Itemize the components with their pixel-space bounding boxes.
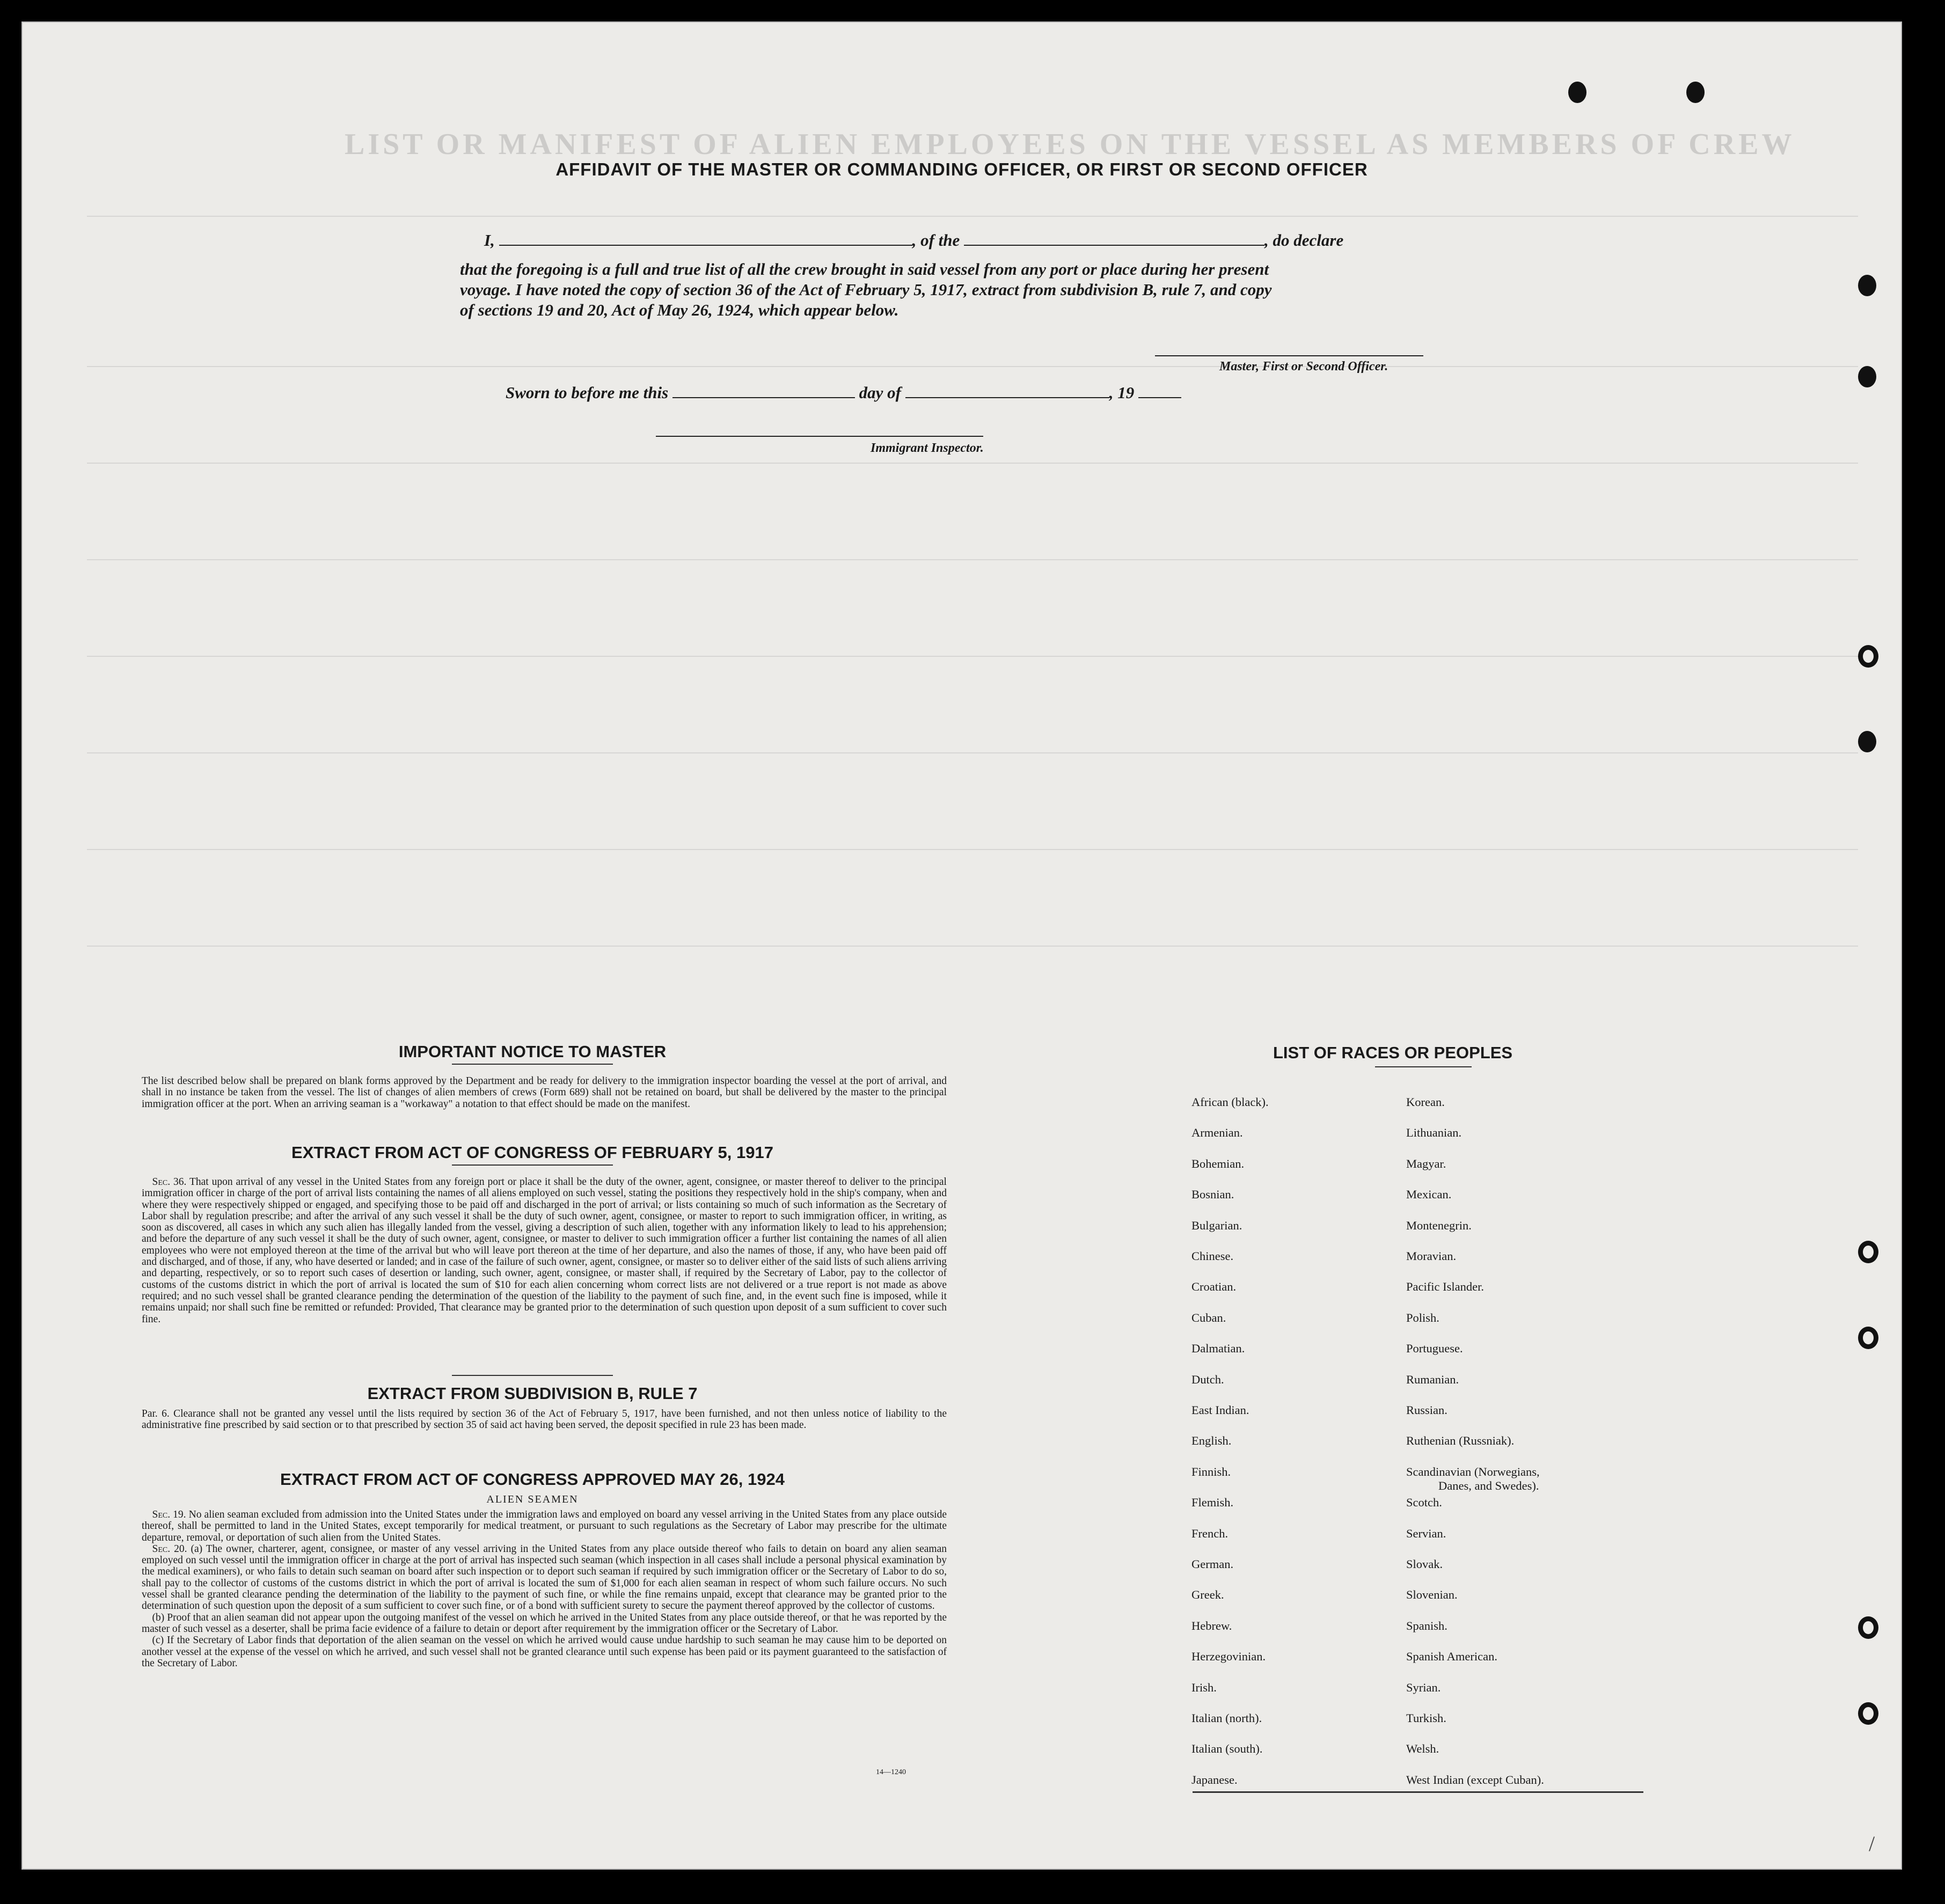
race-item: Ruthenian (Russniak). bbox=[1406, 1434, 1515, 1448]
race-item: English. bbox=[1191, 1434, 1232, 1448]
sec-36-text: That upon arrival of any vessel in the United States from any foreign port or place it shall be the duty of the owner, agent, consignee, or master thereof to deliver to the principal immigration officer in charge of the port of arrival lists containing the names of all aliens employed on such vessel, stating the positions they respectively hold in the ship's company, when and where they were respectively shipped or engaged, and specifying those to be paid off and discharged in the port of arrival; or lists containing so much of such information as the Secretary of Labor shall by regulation prescribe; and after the arrival of any such vessel it shall be the duty of such owner, agent, consignee, or master to report to such immigration officer, in writing, as soon as discovered, all cases in which any such alien has illegally landed from the vessel, giving a description of such alien, together with any information likely to lead to his apprehension; and before the departure of any such vessel it shall be the duty of such owner, agent, consignee, or master to deliver to such immigration officer a further list containing the names of all alien employees who were not employed thereon at the time of the arrival but who will leave port thereon at the time of her departure, and also the names of those, if any, who have been paid off and discharged, and of those, if any, who have deserted or landed; and in case of the failure of such owner, agent, consignee, or master so to deliver either of the said lists of such aliens arriving and departing, respectively, or so to report such cases of desertion or landing, such owner, agent, consignee, or master shall, if required by the Secretary of Labor, pay to the collector of customs of the customs district in which the port of arrival is located the sum of $10 for each alien concerning whom correct lists are not delivered or a true report is not made as above required; and no such vessel shall be granted clearance pending the determination of the question of the liability to the payment of such fine, and, in the event such fine is imposed, while it remains unpaid; nor shall such fine be remitted or refunded: Provided, That clearance may be granted prior to the determination of such question upon deposit of a sum sufficient to cover such fine. bbox=[142, 1176, 947, 1325]
inspector-signature-line[interactable] bbox=[656, 436, 983, 437]
divider bbox=[1375, 1066, 1472, 1067]
bleed-line bbox=[87, 946, 1858, 947]
sec-20b bbox=[142, 1612, 947, 1635]
affidavit-line-3: voyage. I have noted the copy of section 36 of the Act of February 5, 1917, extract from subdivision B, rule 7, and copy bbox=[460, 280, 1272, 299]
race-item: East Indian. bbox=[1191, 1403, 1249, 1417]
notice-body: The list described below shall be prepared on blank forms approved by the Department and be ready for delivery to the immigration inspector boarding the vessel at the port of arrival, and shall in no instance be taken from the vessel. The list of changes of alien members of crews (Form 689) shall not be retained on board, but shall be delivered by the master to the principal immigration officer at the port. When an arriving seaman is a "workaway" a notation to that effect should be made on the manifest. bbox=[142, 1075, 947, 1110]
bottom-rule bbox=[1193, 1791, 1643, 1793]
sec-19-label: Sec. 19. bbox=[152, 1509, 186, 1520]
punch-hole bbox=[1858, 1327, 1878, 1349]
affidavit-title: AFFIDAVIT OF THE MASTER OR COMMANDING OFFICER, OR FIRST OR SECOND OFFICER bbox=[555, 159, 1368, 179]
race-item: Korean. bbox=[1406, 1095, 1445, 1109]
divider bbox=[452, 1375, 613, 1376]
race-item: Finnish. bbox=[1191, 1464, 1231, 1478]
race-item: Bosnian. bbox=[1191, 1188, 1234, 1202]
race-item: Portuguese. bbox=[1406, 1342, 1463, 1356]
affidavit-line-1 bbox=[484, 231, 1343, 250]
race-item: Dutch. bbox=[1191, 1372, 1224, 1386]
sec-19-text: No alien seaman excluded from admission into the United States under the immigration laws and employed on board any vessel arriving in the United States from any place outside thereof, shall be permitted to land in the United States, except temporarily for medical treatment, or pursuant to such regulations as the Secretary of Labor may prescribe for the ultimate departure, removal, or deportation of such alien from the United States. bbox=[142, 1509, 947, 1543]
punch-hole bbox=[1686, 82, 1705, 103]
master-signature-line[interactable] bbox=[1155, 355, 1423, 356]
race-item: Polish. bbox=[1406, 1310, 1439, 1324]
divider bbox=[452, 1064, 613, 1065]
race-item: Rumanian. bbox=[1406, 1372, 1459, 1386]
punch-hole bbox=[1858, 1616, 1878, 1639]
race-item: Scandinavian (Norwegians, bbox=[1406, 1464, 1540, 1478]
race-item: German. bbox=[1191, 1557, 1234, 1571]
race-item: Bulgarian. bbox=[1191, 1218, 1242, 1232]
race-item: Hebrew. bbox=[1191, 1619, 1232, 1632]
bleed-line bbox=[87, 216, 1858, 217]
race-item: Servian. bbox=[1406, 1526, 1446, 1540]
race-item: Chinese. bbox=[1191, 1249, 1234, 1263]
sworn-day-blank[interactable] bbox=[672, 383, 855, 398]
master-signature-label: Master, First or Second Officer. bbox=[1219, 360, 1388, 374]
races-title: LIST OF RACES OR PEOPLES bbox=[1273, 1043, 1513, 1062]
race-item: Slovenian. bbox=[1406, 1588, 1458, 1602]
sworn-prefix: Sworn to before me this bbox=[506, 383, 669, 402]
race-item: Mexican. bbox=[1406, 1188, 1452, 1202]
punch-hole bbox=[1858, 645, 1878, 668]
sec-20a-text: (a) The owner, charterer, agent, consignee, or master of any vessel arriving in the United States from any place outside thereof who fails to detain on board any alien seaman employed on such vessel until the immigration officer in charge at the port of arrival has inspected such seaman (which inspection in all cases shall include a personal physical examination by the medical examiners), or who fails to detain such seaman on board after such inspection or to deport such seaman if required by such immigration officer or the Secretary of Labor to do so, shall pay to the collector of customs of the customs district in which the port of arrival is located the sum of $1,000 for each alien seaman in respect of whom such failure occurs. No such vessel shall be granted clearance pending the determination of the liability to the payment of such fine, or while the fine remains unpaid, except that clearance may be granted prior to the determination of such question upon the deposit of a sum sufficient to cover such fine, or of a bond with sufficient surety to secure the payment thereof approved by the collector of customs. bbox=[142, 1543, 947, 1612]
sec-20b-text: (b) Proof that an alien seaman did not appear upon the outgoing manifest of the vessel on which he arrived in the United States from any place outside thereof, or that he was reported by the master of such vessel as a deserter, shall be prima facie evidence of a failure to detain or deport after requirement by the immigration officer or the Secretary of Labor. bbox=[142, 1612, 947, 1635]
affidavit-of-the: , of the bbox=[912, 231, 960, 250]
race-item: Herzegovinian. bbox=[1191, 1650, 1266, 1664]
affidavit-line-4: of sections 19 and 20, Act of May 26, 1924, which appear below. bbox=[460, 301, 899, 319]
race-item: Moravian. bbox=[1406, 1249, 1457, 1263]
affidavit-declare: , do declare bbox=[1264, 231, 1344, 250]
race-item: Dalmatian. bbox=[1191, 1342, 1245, 1356]
race-item: Japanese. bbox=[1191, 1773, 1238, 1786]
punch-hole bbox=[1858, 731, 1876, 752]
race-item: Montenegrin. bbox=[1406, 1218, 1472, 1232]
form-number: 14—1240 bbox=[876, 1768, 906, 1776]
race-item: Turkish. bbox=[1406, 1711, 1446, 1725]
race-item: Lithuanian. bbox=[1406, 1126, 1462, 1140]
sec-20c bbox=[142, 1635, 947, 1669]
sworn-year-blank[interactable] bbox=[1138, 383, 1181, 398]
bleed-line bbox=[87, 656, 1858, 657]
race-item: African (black). bbox=[1191, 1095, 1269, 1109]
sworn-year: , 19 bbox=[1109, 383, 1135, 402]
manifest-page bbox=[21, 21, 1902, 1870]
race-item: Syrian. bbox=[1406, 1680, 1441, 1694]
race-item: Spanish. bbox=[1406, 1619, 1447, 1632]
bleed-line bbox=[87, 463, 1858, 464]
inspector-label: Immigrant Inspector. bbox=[871, 441, 984, 455]
race-item: Danes, and Swedes). bbox=[1438, 1478, 1539, 1492]
race-item: Slovak. bbox=[1406, 1557, 1443, 1571]
divider bbox=[452, 1165, 613, 1166]
extract-rule7-title: EXTRACT FROM SUBDIVISION B, RULE 7 bbox=[367, 1384, 698, 1403]
sworn-month-blank[interactable] bbox=[905, 383, 1109, 398]
race-item: West Indian (except Cuban). bbox=[1406, 1773, 1544, 1786]
sec-20c-text: (c) If the Secretary of Labor finds that deportation of the alien seaman on the vessel on which he arrived would cause undue hardship to such seaman he may cause him to be deported on another vessel at the expense of the vessel on which he arrived, and such vessel shall not be granted clearance until such expense has been paid or its payment guaranteed to the satisfaction of the Secretary of Labor. bbox=[142, 1635, 947, 1669]
corner-mark: / bbox=[1869, 1832, 1875, 1856]
sec-20-label: Sec. 20. bbox=[152, 1543, 187, 1555]
race-item: Spanish American. bbox=[1406, 1650, 1497, 1664]
bleed-line bbox=[87, 366, 1858, 367]
master-name-blank[interactable] bbox=[499, 231, 912, 246]
sec-36-label: Sec. 36. bbox=[152, 1176, 187, 1188]
race-item: Greek. bbox=[1191, 1588, 1224, 1602]
extract-rule7-body: Par. 6. Clearance shall not be granted any vessel until the lists required by section 36 of the Act of February 5, 1917, have been furnished, and not then unless notice of liability to the administrative fine prescribed by said section or to that prescribed by section 35 of said act having been served, the deposit specified in rule 23 has been made. bbox=[142, 1408, 947, 1431]
sworn-line bbox=[506, 383, 1181, 402]
race-item: Irish. bbox=[1191, 1680, 1217, 1694]
sworn-day-of: day of bbox=[859, 383, 901, 402]
race-item: Croatian. bbox=[1191, 1280, 1237, 1294]
bleed-line bbox=[87, 849, 1858, 850]
extract-1917-title: EXTRACT FROM ACT OF CONGRESS OF FEBRUARY 5, 1917 bbox=[291, 1143, 773, 1162]
race-item: Pacific Islander. bbox=[1406, 1280, 1484, 1294]
punch-hole bbox=[1858, 1702, 1878, 1725]
notice-title: IMPORTANT NOTICE TO MASTER bbox=[398, 1042, 667, 1061]
punch-hole bbox=[1858, 1241, 1878, 1263]
vessel-name-blank[interactable] bbox=[964, 231, 1264, 246]
race-item: Russian. bbox=[1406, 1403, 1447, 1417]
affidavit-i: I, bbox=[484, 231, 495, 250]
affidavit-line-2: that the foregoing is a full and true list of all the crew brought in said vessel from any port or place during her present bbox=[460, 260, 1269, 279]
race-item: Flemish. bbox=[1191, 1496, 1234, 1510]
race-item: Armenian. bbox=[1191, 1126, 1243, 1140]
punch-hole bbox=[1858, 275, 1876, 296]
race-item: Italian (north). bbox=[1191, 1711, 1262, 1725]
race-item: Cuban. bbox=[1191, 1310, 1226, 1324]
bleed-line bbox=[87, 752, 1858, 753]
sec-19 bbox=[142, 1509, 947, 1543]
race-item: Italian (south). bbox=[1191, 1742, 1263, 1756]
punch-hole bbox=[1858, 366, 1876, 387]
extract-1917-body bbox=[142, 1176, 947, 1325]
punch-hole bbox=[1568, 82, 1586, 103]
extract-1924-title: EXTRACT FROM ACT OF CONGRESS APPROVED MAY 26, 1924 bbox=[280, 1470, 785, 1489]
race-item: French. bbox=[1191, 1526, 1229, 1540]
bleed-through-title: LIST OR MANIFEST OF ALIEN EMPLOYEES ON THE VESSEL AS MEMBERS OF CREW bbox=[345, 128, 1795, 161]
race-item: Welsh. bbox=[1406, 1742, 1439, 1756]
race-item: Scotch. bbox=[1406, 1496, 1442, 1510]
sec-20a bbox=[142, 1543, 947, 1612]
extract-1924-body bbox=[142, 1509, 947, 1669]
race-item: Bohemian. bbox=[1191, 1156, 1245, 1170]
race-item: Magyar. bbox=[1406, 1156, 1446, 1170]
bleed-line bbox=[87, 559, 1858, 560]
alien-seamen-subtitle: ALIEN SEAMEN bbox=[486, 1493, 579, 1505]
